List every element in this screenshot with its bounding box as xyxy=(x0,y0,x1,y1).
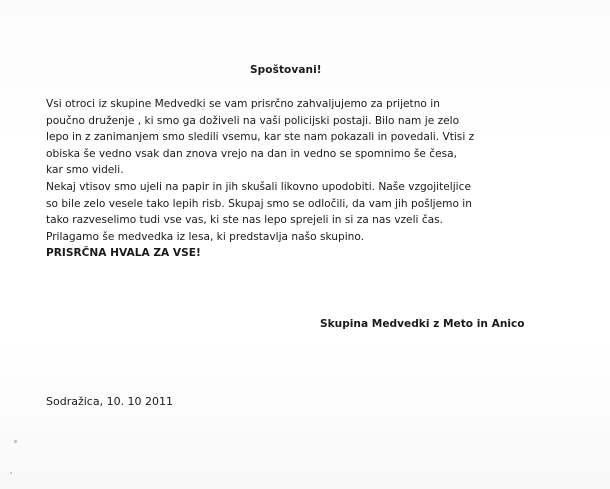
letter-line-6: Nekaj vtisov smo ujeli na papir in jih skušali likovno upodobiti. Naše vzgojiteljice xyxy=(46,180,471,193)
scan-speck xyxy=(14,440,17,443)
letter-line-1: Vsi otroci iz skupine Medvedki se vam prisrčno zahvaljujemo za prijetno in xyxy=(46,98,440,110)
scan-speck xyxy=(10,472,12,474)
letter-line-3: lepo in z zanimanjem smo sledili vsemu, kar ste nam pokazali in povedali. Vtisi z xyxy=(46,131,475,144)
letter-signature: Skupina Medvedki z Meto in Anico xyxy=(320,318,525,330)
letter-line-2: poučno druženje , ki smo ga doživeli na vaši policijski postaji. Bilo nam je zelo xyxy=(46,114,460,127)
letter-line-8: tako razveselimo tudi vse vas, ki ste nas lepo sprejeli in si za nas vzeli čas. xyxy=(46,214,444,227)
letter-place-date: Sodražica, 10. 10 2011 xyxy=(46,395,174,408)
letter-greeting: Spoštovani! xyxy=(250,64,322,76)
letter-body xyxy=(46,96,546,262)
letter-line-7: so bile zelo vesele tako lepih risb. Skupaj smo se odločili, da vam jih pošljemo in xyxy=(46,197,472,210)
letter-line-9: Prilagamo še medvedka iz lesa, ki predstavlja našo skupino. xyxy=(46,230,365,243)
letter-closing-thanks: PRISRČNA HVALA ZA VSE! xyxy=(46,247,201,260)
letter-line-5: kar smo videli. xyxy=(46,164,124,177)
letter-line-4: obiska še vedno vsak dan znova vrejo na dan in vedno se spomnimo še česa, xyxy=(46,147,457,160)
